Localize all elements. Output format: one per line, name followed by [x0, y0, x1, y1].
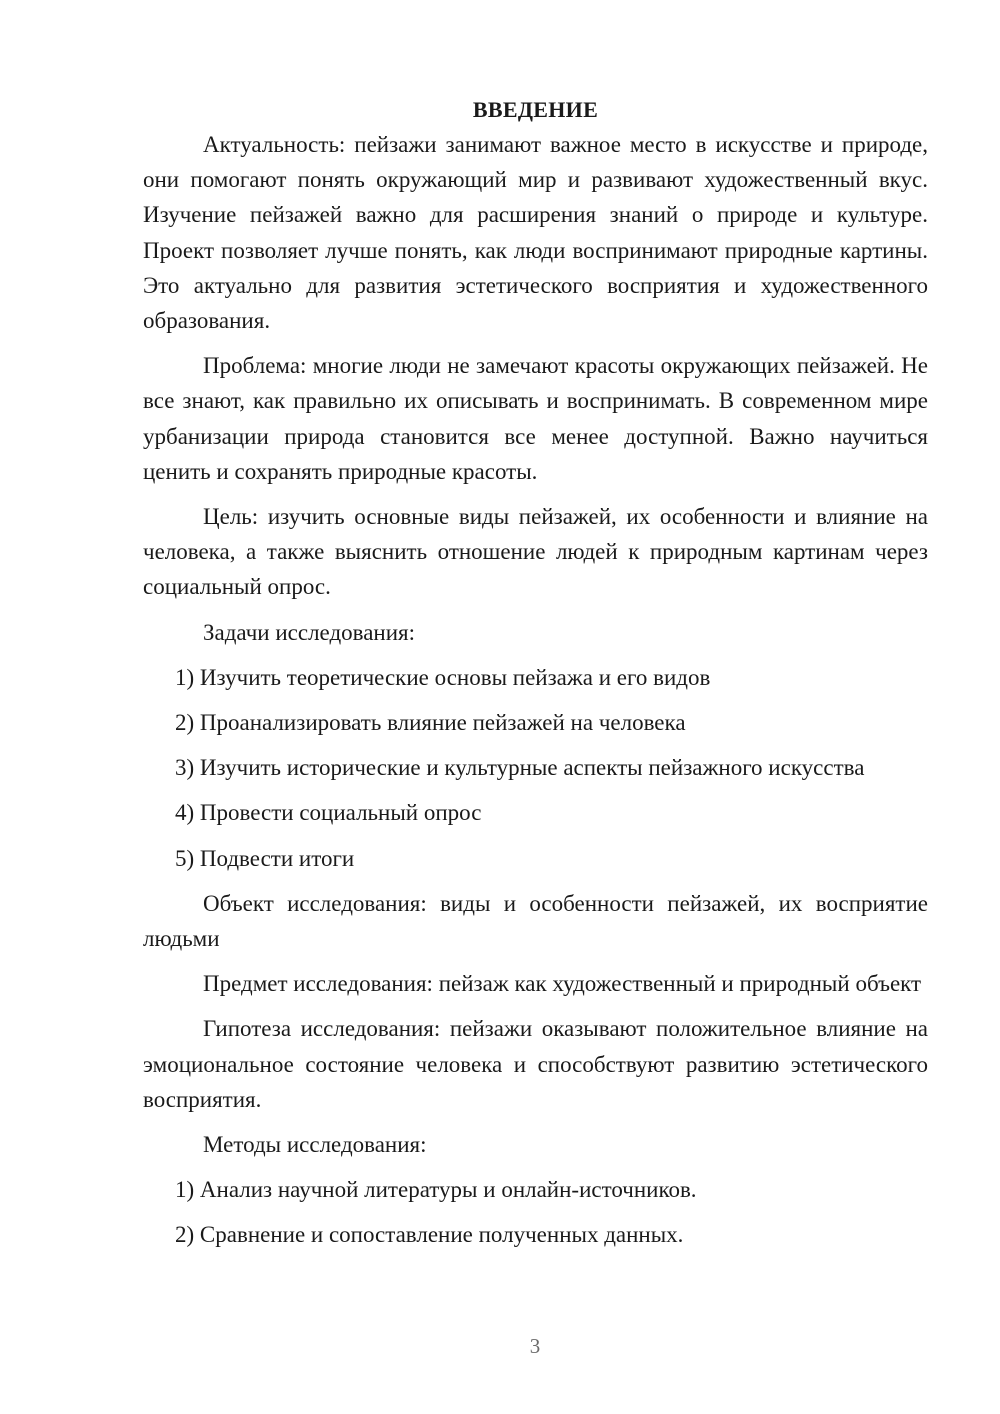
- problem-paragraph: Проблема: многие люди не замечают красоты окружающих пейзажей. Не все знают, как правильно их описывать и воспринимать. В современном мире урбанизации природа становится все менее доступной. Важно научиться ценить и сохранять природные красоты.: [143, 353, 928, 484]
- subject-paragraph: Предмет исследования: пейзаж как художественный и природный объект: [203, 971, 922, 997]
- list-item: 5) Подвести итоги: [175, 845, 355, 871]
- list-item: 3) Изучить исторические и культурные аспекты пейзажного искусства: [175, 755, 865, 781]
- list-item: 2) Сравнение и сопоставление полученных данных.: [175, 1222, 684, 1248]
- list-item: 2) Проанализировать влияние пейзажей на человека: [175, 710, 686, 736]
- tasks-list: [143, 660, 928, 876]
- methods-title: Методы исследования:: [203, 1132, 427, 1158]
- goal-paragraph: Цель: изучить основные виды пейзажей, их особенности и влияние на человека, а также выяснить отношение людей к природным картинам через социальный опрос.: [143, 504, 928, 600]
- list-item: 4) Провести социальный опрос: [175, 800, 482, 826]
- page-number: 3: [529, 1334, 541, 1358]
- methods-list: [143, 1172, 928, 1252]
- object-paragraph: Объект исследования: виды и особенности пейзажей, их восприятие людьми: [143, 890, 928, 952]
- document-page: [143, 92, 928, 1253]
- section-heading: ВВЕДЕНИЕ: [472, 97, 599, 122]
- list-item: 1) Изучить теоретические основы пейзажа и его видов: [175, 664, 711, 690]
- list-item: 1) Анализ научной литературы и онлайн-источников.: [175, 1177, 697, 1203]
- relevance-paragraph: Актуальность: пейзажи занимают важное место в искусстве и природе, они помогают понять окружающий мир и развивают художественный вкус. Изучение пейзажей важно для расширения знаний о природе и культуре. Проект позволяет лучше понять, как люди воспринимают природные картины. Это актуально для развития эстетического восприятия и художественного образования.: [143, 132, 928, 334]
- hypothesis-paragraph: Гипотеза исследования: пейзажи оказывают положительное влияние на эмоциональное состояние человека и способствуют развитию эстетического восприятия.: [143, 1016, 928, 1112]
- tasks-title: Задачи исследования:: [203, 619, 416, 645]
